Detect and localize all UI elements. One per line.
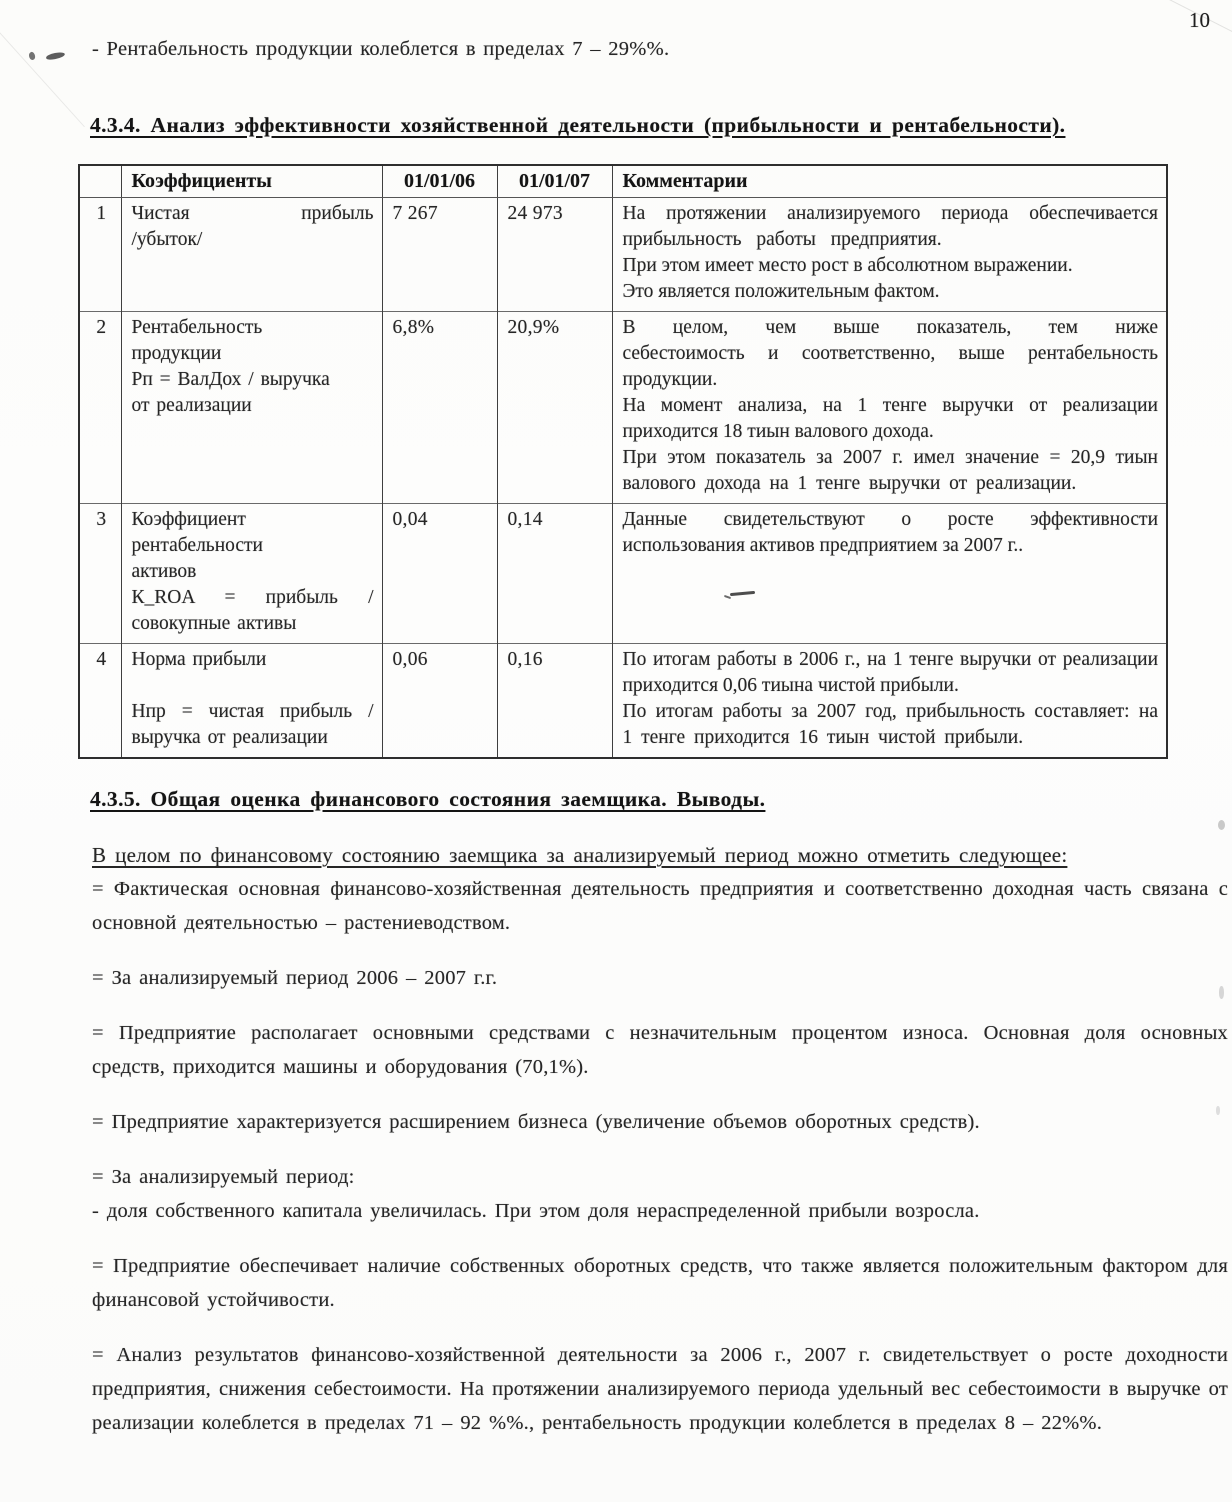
coefficient-cell xyxy=(121,198,382,312)
comment-paragraph: При этом показатель за 2007 г. имел значение = 20,9 тиын валового дохода на 1 тенге выручки от реализации. xyxy=(622,447,1158,494)
conclusion-paragraph: = Анализ результатов финансово-хозяйственной деятельности за 2006 г., 2007 г. свидетельствует о росте доходности предприятия, снижения себестоимости. На протяжении анализируемого периода удельный вес себестоимости в выручке от реализации колеблется в пределах 71 – 92 %%., рентабельность продукции колеблется в пределах 8 – 22%%. xyxy=(92,1344,1228,1434)
value-010106: 0,06 xyxy=(382,644,497,759)
value-010106: 0,04 xyxy=(382,504,497,644)
coefficients-table xyxy=(78,164,1168,759)
comment-paragraph: На протяжении анализируемого периода обеспечивается прибыльность работы предприятия. xyxy=(622,203,1158,250)
conclusions-lead: В целом по финансовому состоянию заемщика за анализируемый период можно отметить следующее: xyxy=(92,843,1068,867)
table-header-row xyxy=(79,165,1167,198)
comment-paragraph: На момент анализа, на 1 тенге выручки от реализации приходится 18 тиын валового дохода. xyxy=(622,395,1158,442)
conclusion-paragraph: = За анализируемый период: xyxy=(92,1166,355,1188)
header-num xyxy=(79,165,121,198)
scan-crease xyxy=(1116,0,1232,41)
coefficient-line: от реализации xyxy=(131,395,252,416)
scan-speck xyxy=(1218,820,1225,830)
value-010106: 7 267 xyxy=(382,198,497,312)
comment-cell xyxy=(612,644,1167,759)
comment-paragraph: При этом имеет место рост в абсолютном выражении. xyxy=(622,255,1073,276)
intro-line: - Рентабельность продукции колеблется в пределах 7 – 29%%. xyxy=(92,38,670,60)
section-435-title: 4.3.5. Общая оценка финансового состояния заемщика. Выводы. xyxy=(90,787,766,811)
comment-cell xyxy=(612,504,1167,644)
pen-mark xyxy=(46,51,66,60)
coefficient-line: Нпр = чистая прибыль / xyxy=(131,701,374,722)
comment-paragraph: Это является положительным фактом. xyxy=(622,281,940,302)
comment-paragraph: Данные свидетельствуют о росте эффективности использования активов предприятием за 2007 г.. xyxy=(622,509,1158,556)
coefficient-line: /убыток/ xyxy=(131,229,203,250)
coefficient-cell xyxy=(121,644,382,759)
conclusion-paragraph: = Предприятие располагает основными средствами с незначительным процентом износа. Основная доля основных средств, приходится машины и оборудования (70,1%). xyxy=(92,1022,1228,1078)
comment-paragraph: По итогам работы в 2006 г., на 1 тенге выручки от реализации приходится 0,06 тиына чистой прибыли. xyxy=(622,649,1158,696)
conclusion-paragraph: = Предприятие характеризуется расширением бизнеса (увеличение объемов оборотных средств). xyxy=(92,1111,980,1133)
table-row-profit-margin xyxy=(79,644,1167,759)
coefficient-line: Чистая прибыль xyxy=(131,203,374,224)
table-row-net-profit xyxy=(79,198,1167,312)
comment-cell xyxy=(612,312,1167,504)
coefficient-line: Рентабельность xyxy=(131,317,263,338)
scan-crease xyxy=(0,30,85,127)
conclusion-paragraph: = За анализируемый период 2006 – 2007 г.г. xyxy=(92,967,498,989)
row-number: 3 xyxy=(79,504,121,644)
coefficient-cell xyxy=(121,504,382,644)
coefficient-line: Коэффициент xyxy=(131,509,246,530)
coefficient-line: Норма прибыли xyxy=(131,649,267,670)
row-number: 4 xyxy=(79,644,121,759)
value-010107: 24 973 xyxy=(497,198,612,312)
comment-cell xyxy=(612,198,1167,312)
coefficient-line: продукции xyxy=(131,343,222,364)
coefficient-line: совокупные активы xyxy=(131,613,297,634)
header-date-010106: 01/01/06 xyxy=(382,165,497,198)
header-date-010107: 01/01/07 xyxy=(497,165,612,198)
value-010107: 0,16 xyxy=(497,644,612,759)
conclusion-paragraph: = Фактическая основная финансово-хозяйственная деятельность предприятия и соответственно доходная часть связана с основной деятельностью – растениеводством. xyxy=(92,878,1228,934)
row-number: 2 xyxy=(79,312,121,504)
coefficient-line: активов xyxy=(131,561,197,582)
value-010107: 0,14 xyxy=(497,504,612,644)
header-coefficients: Коэффициенты xyxy=(121,165,382,198)
coefficient-line: К_ROA = прибыль / xyxy=(131,587,374,608)
coefficient-cell xyxy=(121,312,382,504)
coefficient-line: выручка от реализации xyxy=(131,727,328,748)
comment-paragraph: В целом, чем выше показатель, тем ниже себестоимость и соответственно, выше рентабельность продукции. xyxy=(622,317,1158,390)
table-row-roa xyxy=(79,504,1167,644)
page-number: 10 xyxy=(1189,8,1210,32)
comment-paragraph: По итогам работы за 2007 год, прибыльность составляет: на 1 тенге приходится 16 тиын чистой прибыли. xyxy=(622,701,1158,748)
coefficient-line: Рп = ВалДох / выручка xyxy=(131,369,330,390)
row-number: 1 xyxy=(79,198,121,312)
coefficient-line: рентабельности xyxy=(131,535,263,556)
table-row-product-profitability xyxy=(79,312,1167,504)
section-434-title: 4.3.4. Анализ эффективности хозяйственной деятельности (прибыльности и рентабельности). xyxy=(90,113,1066,137)
conclusion-paragraph: = Предприятие обеспечивает наличие собственных оборотных средств, что также является положительным фактором для финансовой устойчивости. xyxy=(92,1255,1228,1311)
conclusion-paragraph: - доля собственного капитала увеличилась. При этом доля нераспределенной прибыли возросла. xyxy=(92,1200,980,1222)
value-010106: 6,8% xyxy=(382,312,497,504)
value-010107: 20,9% xyxy=(497,312,612,504)
pen-mark xyxy=(28,51,37,61)
header-comments: Комментарии xyxy=(612,165,1167,198)
